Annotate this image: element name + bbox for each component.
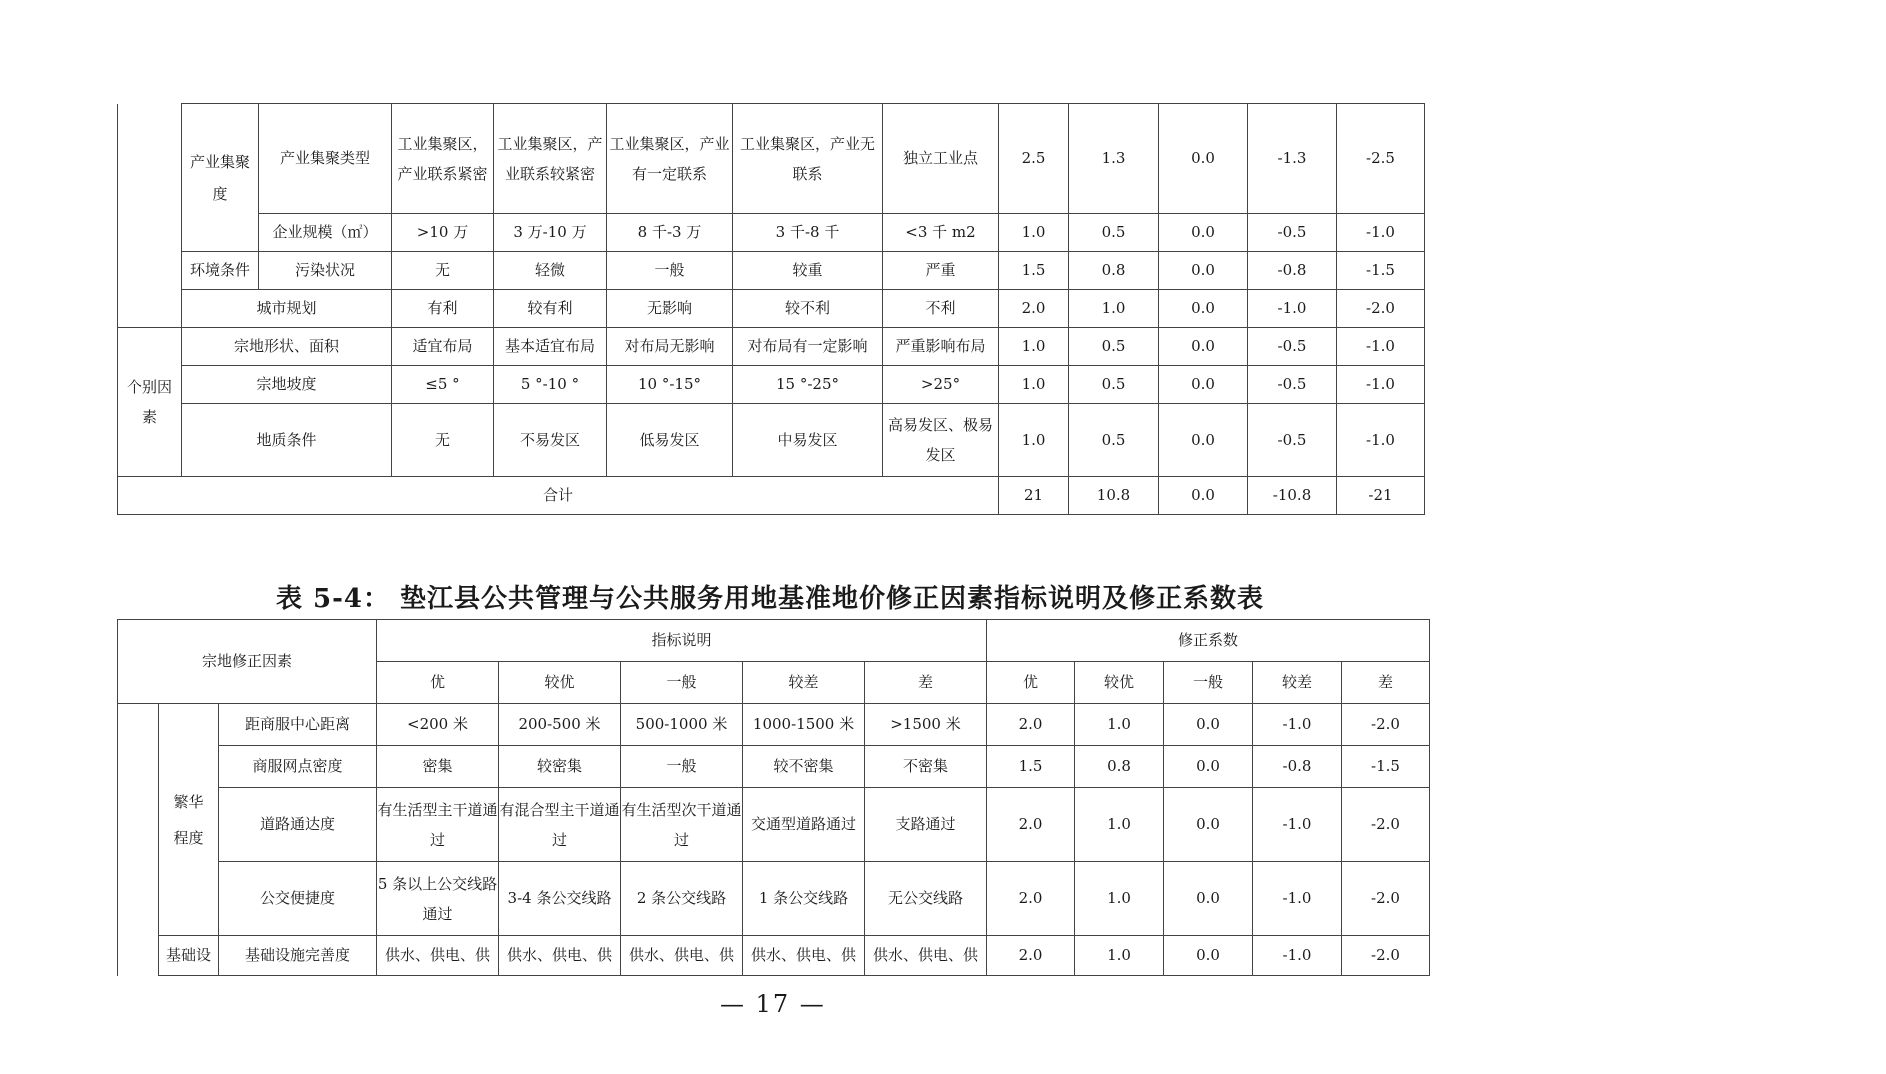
value-cell: 1.0 [1075,936,1164,976]
group-label: 繁华程度 [159,704,219,936]
page-number: — 17 — [720,990,826,1018]
value-cell: -1.0 [1253,862,1342,936]
value-cell: -1.5 [1342,746,1430,788]
value-cell: 1.0 [999,214,1069,252]
level-header: 较优 [1075,662,1164,704]
value-cell: -10.8 [1248,477,1337,515]
value-cell: 1.0 [999,366,1069,404]
cell: 对布局无影响 [607,328,733,366]
value-cell: 1.0 [999,328,1069,366]
cell: 交通型道路通过 [743,788,865,862]
level-header: 较差 [743,662,865,704]
value-cell: -21 [1337,477,1425,515]
cell: 中易发区 [733,404,883,477]
cell: 200-500 米 [499,704,621,746]
factor-label: 公交便捷度 [219,862,377,936]
level-header: 优 [377,662,499,704]
level-header: 较差 [1253,662,1342,704]
value-cell: 21 [999,477,1069,515]
cell: 轻微 [494,252,607,290]
value-cell: 0.0 [1159,104,1248,214]
cell: 工业集聚区，产业联系紧密 [392,104,494,214]
cell: 工业集聚区，产业有一定联系 [607,104,733,214]
factor-label: 污染状况 [259,252,392,290]
factor-label: 距商服中心距离 [219,704,377,746]
cell: 8 千-3 万 [607,214,733,252]
value-cell: -1.0 [1337,214,1425,252]
value-cell: 0.0 [1159,477,1248,515]
table-public-service-correction [117,619,1430,976]
factor-label: 商服网点密度 [219,746,377,788]
cell: 较重 [733,252,883,290]
level-header: 一般 [621,662,743,704]
cell: 3 千-8 千 [733,214,883,252]
cell: 低易发区 [607,404,733,477]
value-cell: 0.5 [1069,214,1159,252]
cell: >1500 米 [865,704,987,746]
factor-label: 道路通达度 [219,788,377,862]
value-cell: 1.0 [999,404,1069,477]
table-industrial-correction [117,103,1425,515]
cell: 不易发区 [494,404,607,477]
cell: 无公交线路 [865,862,987,936]
cell: 较有利 [494,290,607,328]
cell: 供水、供电、供 [621,936,743,976]
cell: 不密集 [865,746,987,788]
factor-label: 地质条件 [182,404,392,477]
total-label: 合计 [118,477,999,515]
cell: <200 米 [377,704,499,746]
table-header-row [118,620,1430,662]
value-cell: -1.0 [1337,366,1425,404]
header-coef: 修正系数 [987,620,1430,662]
value-cell: -0.8 [1248,252,1337,290]
cell: 1 条公交线路 [743,862,865,936]
value-cell: -0.5 [1248,214,1337,252]
group-cell-blank [118,704,159,976]
value-cell: -1.0 [1253,788,1342,862]
cell: 供水、供电、供 [377,936,499,976]
table-row [118,404,1425,477]
cell: 对布局有一定影响 [733,328,883,366]
header-desc: 指标说明 [377,620,987,662]
table-row [118,104,1425,214]
cell: 2 条公交线路 [621,862,743,936]
cell: 无 [392,404,494,477]
value-cell: 2.0 [999,290,1069,328]
cell: >10 万 [392,214,494,252]
value-cell: -1.0 [1248,290,1337,328]
value-cell: 0.0 [1164,936,1253,976]
value-cell: 0.0 [1164,862,1253,936]
value-cell: -0.8 [1253,746,1342,788]
value-cell: -2.0 [1342,862,1430,936]
value-cell: 2.0 [987,936,1075,976]
cell: 15 °-25° [733,366,883,404]
table-row [118,214,1425,252]
cell: 密集 [377,746,499,788]
value-cell: 0.0 [1164,746,1253,788]
value-cell: 1.0 [1075,862,1164,936]
value-cell: 0.5 [1069,366,1159,404]
level-header: 差 [865,662,987,704]
cell: <3 千 m2 [883,214,999,252]
table-row [118,862,1430,936]
cell: 工业集聚区，产业无联系 [733,104,883,214]
cell: 有生活型次干道通过 [621,788,743,862]
value-cell: -2.5 [1337,104,1425,214]
value-cell: 2.0 [987,862,1075,936]
value-cell: -1.0 [1337,328,1425,366]
cell: 5 °-10 ° [494,366,607,404]
value-cell: 0.0 [1164,704,1253,746]
value-cell: 0.0 [1159,366,1248,404]
value-cell: 0.0 [1159,290,1248,328]
value-cell: 0.8 [1075,746,1164,788]
cell: 一般 [607,252,733,290]
factor-label: 城市规划 [182,290,392,328]
value-cell: 0.0 [1159,214,1248,252]
value-cell: 0.0 [1159,328,1248,366]
table-row [118,936,1430,976]
table-row [118,366,1425,404]
table-row-total [118,477,1425,515]
factor-label: 宗地坡度 [182,366,392,404]
cell: 较不利 [733,290,883,328]
value-cell: 2.5 [999,104,1069,214]
cell: 有生活型主干道通过 [377,788,499,862]
table-row [118,788,1430,862]
value-cell: 2.0 [987,788,1075,862]
value-cell: -0.5 [1248,328,1337,366]
cell: 无 [392,252,494,290]
table-row [118,252,1425,290]
cell: 严重 [883,252,999,290]
level-header: 一般 [1164,662,1253,704]
group-label: 基础设 [159,936,219,976]
table-row [118,328,1425,366]
cell: 有混合型主干道通过 [499,788,621,862]
cell: 较不密集 [743,746,865,788]
cell: >25° [883,366,999,404]
value-cell: 0.8 [1069,252,1159,290]
cell: 适宜布局 [392,328,494,366]
cell: 较密集 [499,746,621,788]
value-cell: -1.0 [1253,704,1342,746]
table-row [118,746,1430,788]
cell: 支路通过 [865,788,987,862]
cell: 基本适宜布局 [494,328,607,366]
cell: 工业集聚区，产业联系较紧密 [494,104,607,214]
value-cell: -1.5 [1337,252,1425,290]
group-label: 产业集聚度 [182,104,259,252]
level-header: 较优 [499,662,621,704]
cell: 供水、供电、供 [499,936,621,976]
group-cell-blank [118,104,182,328]
cell: 供水、供电、供 [743,936,865,976]
factor-label: 企业规模（㎡） [259,214,392,252]
cell: 不利 [883,290,999,328]
group-label: 环境条件 [182,252,259,290]
table-row [118,704,1430,746]
value-cell: 1.5 [987,746,1075,788]
value-cell: 1.0 [1069,290,1159,328]
value-cell: -1.0 [1253,936,1342,976]
table-caption: 表 5-4： 垫江县公共管理与公共服务用地基准地价修正因素指标说明及修正系数表 [275,584,1265,614]
cell: 高易发区、极易发区 [883,404,999,477]
cell: 3-4 条公交线路 [499,862,621,936]
level-header: 优 [987,662,1075,704]
cell: 10 °-15° [607,366,733,404]
value-cell: -1.0 [1337,404,1425,477]
cell: 有利 [392,290,494,328]
cell: 一般 [621,746,743,788]
value-cell: 0.5 [1069,328,1159,366]
factor-label: 产业集聚类型 [259,104,392,214]
value-cell: 0.0 [1159,252,1248,290]
value-cell: 1.0 [1075,704,1164,746]
cell: 5 条以上公交线路通过 [377,862,499,936]
level-header: 差 [1342,662,1430,704]
group-label: 个别因素 [118,328,182,477]
cell: 无影响 [607,290,733,328]
header-factor: 宗地修正因素 [118,620,377,704]
cell: ≤5 ° [392,366,494,404]
value-cell: -0.5 [1248,404,1337,477]
value-cell: 1.5 [999,252,1069,290]
value-cell: -2.0 [1342,788,1430,862]
value-cell: 1.3 [1069,104,1159,214]
value-cell: 1.0 [1075,788,1164,862]
value-cell: -1.3 [1248,104,1337,214]
factor-label: 基础设施完善度 [219,936,377,976]
factor-label: 宗地形状、面积 [182,328,392,366]
cell: 严重影响布局 [883,328,999,366]
value-cell: 10.8 [1069,477,1159,515]
cell: 500-1000 米 [621,704,743,746]
value-cell: -2.0 [1342,704,1430,746]
value-cell: 2.0 [987,704,1075,746]
value-cell: -2.0 [1342,936,1430,976]
cell: 1000-1500 米 [743,704,865,746]
value-cell: -0.5 [1248,366,1337,404]
cell: 供水、供电、供 [865,936,987,976]
value-cell: 0.0 [1159,404,1248,477]
cell: 独立工业点 [883,104,999,214]
cell: 3 万-10 万 [494,214,607,252]
value-cell: 0.5 [1069,404,1159,477]
value-cell: 0.0 [1164,788,1253,862]
value-cell: -2.0 [1337,290,1425,328]
table-row [118,290,1425,328]
